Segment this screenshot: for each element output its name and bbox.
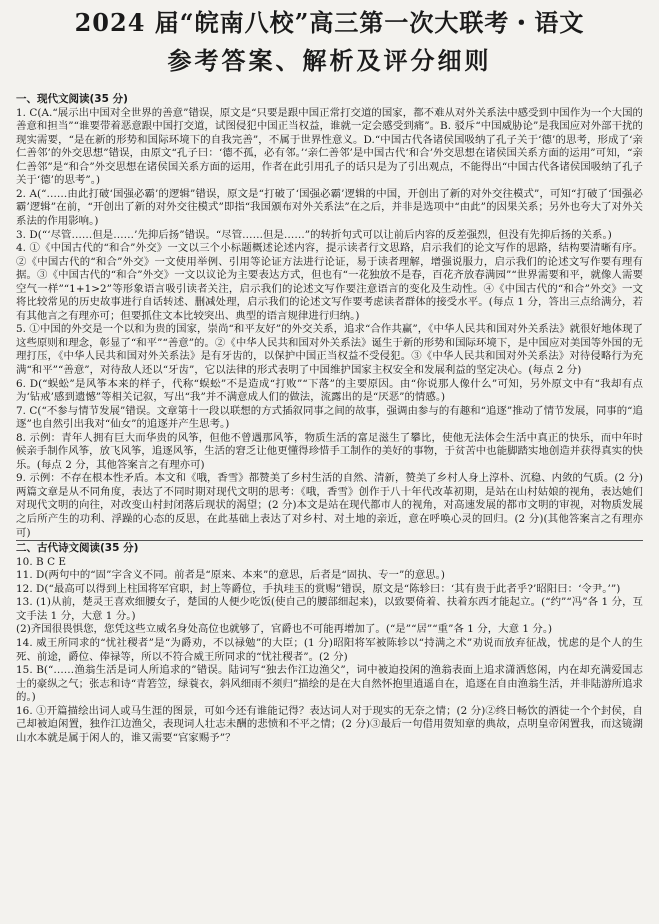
answer-item-8: 8. 示例：青年人拥有巨大而华贵的风筝，但他不曾遇那风筝，物质生活的富足滋生了攀比，使他无法体会生活中真正的快乐，而中年时候亲手制作风筝，放飞风筝，追逐风筝，生活的窘乏让他更懂得珍惜手工制作的美好的事物，于贫苦中也能脚踏实地创造并获得真实的快乐。(每点 2 分，其他答案言之有理亦可)	[16, 431, 643, 471]
section-heading-classical-reading: 二、古代诗文阅读(35 分)	[16, 540, 643, 556]
answer-item-10: 10. B C E	[16, 555, 67, 568]
answer-item-12: 12. D(“最高可以得到上柱国将军官职，封上等爵位，手执珪玉的赏赐”错误，原文是“陈轸曰：‘其有贵于此者乎?’昭阳曰：‘令尹。’”)	[16, 582, 621, 595]
page-title: 2024 届“皖南八校”高三第一次大联考・语文	[74, 8, 585, 37]
answer-item-6: 6. D(“蜈蚣”是风筝本来的样子，代称“蜈蚣”不是造成“打败”“下落”的主要原因。由“你说那人像什么”可知，另外原文中有“我却有点为‘钻戒’感到遗憾”等相关记叙，写出“我”并不满意成人们的做法，流露出的是“厌恶”的情感。)	[16, 377, 643, 404]
answer-item-9: 9. 示例：不存在根本性矛盾。本文和《哦，香雪》都赞美了乡村生活的自然、清新，赞美了乡村人身上淳朴、沉稳、内敛的气质。(2 分)两篇文章是从不同角度，表达了不同时期对现代文明的思考：《哦，香雪》创作于八十年代改革初期，是站在山村姑娘的视角，表达她们对现代文明的向往，对改变山村封闭落后现状的渴望；(2 分)本文是站在现代都市人的视角，对高速发展的都市文明的审视，对物质发展之后所产生的功利、浮躁的心态的反思，在此基础上表达了对乡村、对土地的亲近，意在呼唤心灵的回归。(2 分)(其他答案言之有理亦可)	[16, 472, 643, 539]
answer-item-5: 5. ①中国的外交是一个以和为贵的国家，崇尚“和平友好”的外交关系，追求“合作共赢”，《中华人民共和国对外关系法》就很好地体现了这些原则和理念，彰显了“和平”“善意”的。②《中华人民共和国对外关系法》诞生于新的形势和国际环境下，是中国应对美国等外国的无理打压，《中华人民共和国对外关系法》是有牙齿的，以保护中国正当权益不受侵犯。③《中华人民共和国对外关系法》对待侵略行为充满“和平”“善意”，对待敌人还以“牙齿”，它以法律的形式表明了中国维护国家主权安全和发展利益的坚定决心。(每点 2 分)	[16, 323, 643, 376]
section-heading-modern-reading: 一、现代文阅读(35 分)	[16, 93, 128, 105]
answer-item-3: 3. D(“‘尽管……但是……’先抑后扬”错误。“尽管……但是……”的转折句式可以让前后内容的反差强烈，但没有先抑后扬的关系。)	[16, 228, 612, 241]
answer-item-15: 15. B(“……渔翁生活是词人所追求的”错误。陆词写“独去作江边渔父”，词中被迫投闲的渔翁表面上追求潇洒悠闲，内在却充满爱国志士的豪纵之气；张志和诗“青箬笠，绿蓑衣，斜风细雨不须归”描绘的是在大自然怀抱里逍遥自在，追逐在自由渔翁生活，并非陆游所追求的。)	[16, 664, 643, 704]
answer-item-14: 14. 威王所同求的“忧社稷者”是“为爵劝，不以禄勉”的大臣；(1 分)昭阳将军被陈轸以“持满之术”劝说而放弃征战，忧虑的是个人的生死、前途，爵位、俸禄等，所以不符合威王所同求的“忧社稷者”。(2 分)	[16, 636, 643, 663]
answer-item-7: 7. C(“不参与情节发展”错误。文章第十一段以联想的方式插叙同事之间的故事，强调由参与的有趣和“追逐”推动了情节发展，同事的“追逐”也自然引出我对“仙女”的追逐并产生思考。)	[16, 404, 643, 431]
answer-item-11: 11. D(两句中的“固”字含义不同。前者是“原来、本来”的意思，后者是“固执、专一”的意思。)	[16, 569, 446, 582]
answer-item-13: 13. (1)从前，楚灵王喜欢细腰女子，楚国的人便少吃饭(使自己的腰部细起来)，以致要倚着、扶着东西才能起立。(“约”“冯”各 1 分，互文手法 1 分，大意 1 分。) (2)齐国很畏惧您，您凭这些立威名身处高位也就够了，官爵也不可能再增加了。(“是”“居”“重”各 1 分，大意 1 分。)	[16, 596, 643, 636]
answer-item-16: 16. ①开篇描绘出词人或马生涯的图景，可如今还有谁能记得？表达词人对于现实的无奈之情；(2 分)②终日畅饮的酒徒一个个封侯，自己却被迫闲置，独作江边渔父，表现词人壮志未酬的悲愤和不平之情；(2 分)③最后一句借用贺知章的典故，点明皇帝闲置我，而这镜湖山水本就是属于闲人的，谁又需要“官家赐予”？	[16, 704, 643, 744]
answer-item-2: 2. A(“……由此打破‘国强必霸’的逻辑”错误，原文是“打破了‘国强必霸’逻辑的中国，开创出了新的对外交往模式”，可知“打破了‘国强必霸’逻辑”在前，“开创出了新的对外交往模式”即指“我国颁布对外关系法”在之后，并非是选项中“由此”的因果关系；另外也夸大了对外关系法的作用影响。)	[16, 187, 643, 227]
answer-item-4: 4. ①《中国古代的“和合”外交》一文以三个小标题概述论述内容，提示读者行文思路，启示我们的论文写作的思路，结构要清晰有序。②《中国古代的“和合”外交》一文使用举例、引用等论证方法进行论证，易于读者理解，增强说服力，启示我们的论述文写作要有理有据。③《中国古代的“和合”外交》一文以议论为主要表达方式，但也有“一花独放不是春，百花齐放春满园”“世界需要和平，就像人需要空气一样”“1+1>2”等形象语言吸引读者关注，启示我们的论述文写作要注意语言的变化及生动性。④《中国古代的“和合”外交》一文将比较常见的历史故事进行自话转述、删减处理，启示我们的论述文写作要考虑读者群体的接受水平。(每点 1 分，答出三点给满分，若有其他言之有理亦可；但要抓住文本比较突出、典型的语言规律进行归纳。)	[16, 242, 643, 322]
page-subtitle: 参考答案、解析及评分细则	[167, 46, 492, 75]
answer-item-1: 1. C(A.“展示出中国对全世界的善意”错误，原文是“只要是跟中国正常打交道的国家，都不难从对外关系法中感受到中国作为一个大国的善意和担当”“谁要带着恶意跟中国打交道，试图侵犯中国正当权益，谁就一定会感受到痛”。B. 驳斥“中国威胁论”是我国应对外部干扰的现实需要，“是在新的形势和国际环境下的自我完善”，不属于世界性意义。D.“中国古代各诸侯国吸纳了孔子关于‘德’的思考，形成了‘亲仁善邻’的外交思想”错误，由原文“孔子曰：‘德不孤，必有邻。’‘亲仁善邻’是中国古代‘和合’外交思想在诸侯国关系方面的运用”可知，“亲仁善邻”是“和合”外交思想在诸侯国关系方面的运用，作者在此引用孔子的话只是为了引出观点，不能得出“中国古代各诸侯国吸纳了孔子关于‘德’的思考”。)	[16, 106, 643, 187]
